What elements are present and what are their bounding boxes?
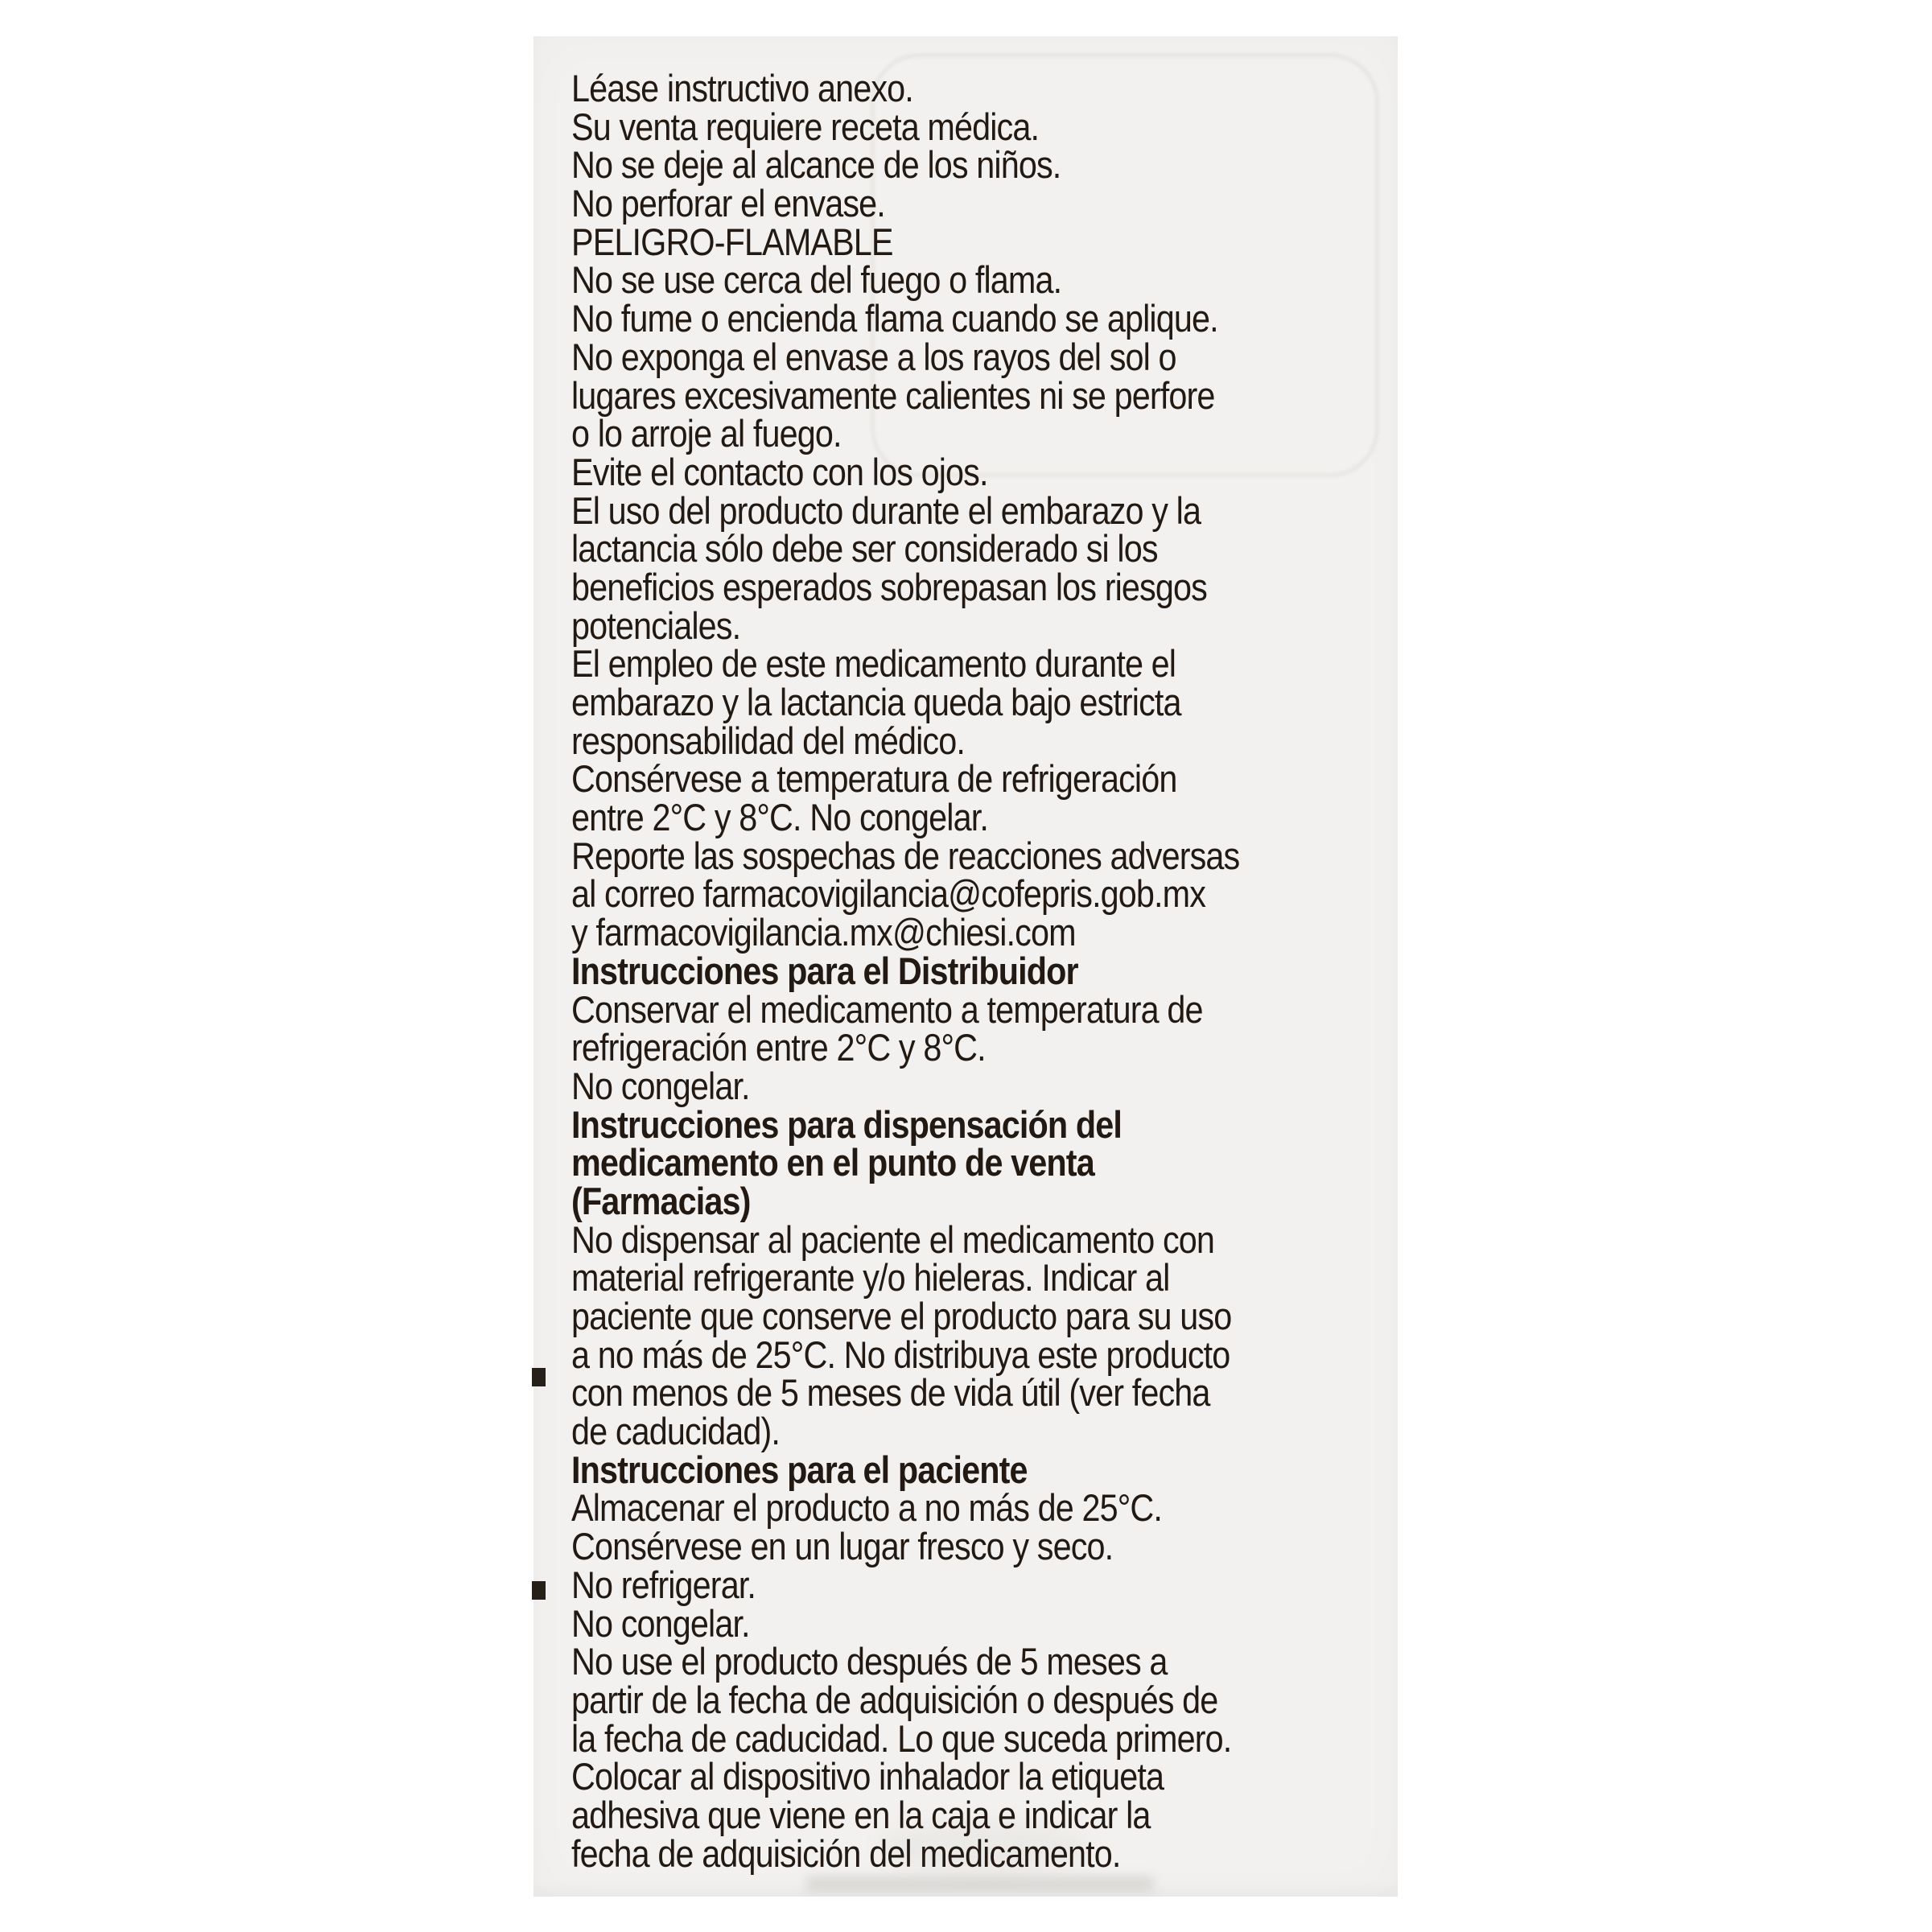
label-text-line: material refrigerante y/o hieleras. Indicar al — [571, 1256, 1170, 1300]
label-text-line: (Farmacias) — [571, 1179, 751, 1222]
label-text-line: No exponga el envase a los rayos del sol o — [571, 335, 1176, 378]
label-text-line: No congelar. — [571, 1601, 750, 1645]
label-text-line: y farmacovigilancia.mx@chiesi.com — [571, 911, 1076, 954]
label-text-line: entre 2°C y 8°C. No congelar. — [571, 796, 988, 839]
label-text-line: Léase instructivo anexo. — [571, 67, 913, 109]
label-text-line: partir de la fecha de adquisición o después de — [571, 1678, 1218, 1721]
label-text-line: PELIGRO-FLAMABLE — [571, 220, 893, 263]
label-text-line: la fecha de caducidad. Lo que suceda primero. — [571, 1716, 1232, 1760]
label-text-line: Colocar al dispositivo inhalador la etiqueta — [571, 1755, 1164, 1798]
label-text-line: responsabilidad del médico. — [571, 719, 965, 762]
label-text-block — [571, 67, 1287, 1875]
label-text-line: El uso del producto durante el embarazo y la — [571, 488, 1201, 532]
label-text-line: de caducidad). — [571, 1410, 781, 1453]
label-text-line: paciente que conserve el producto para su uso — [571, 1295, 1232, 1337]
label-text-line: No refrigerar. — [571, 1563, 756, 1606]
label-text-line: beneficios esperados sobrepasan los riesgos — [571, 565, 1207, 608]
label-text-line: No fume o encienda flama cuando se aplique. — [571, 297, 1218, 340]
label-text-line: fecha de adquisición del medicamento. — [571, 1831, 1121, 1875]
label-text-line: Instrucciones para dispensación del — [571, 1102, 1123, 1146]
label-text-line: Conservar el medicamento a temperatura de — [571, 987, 1203, 1031]
label-text-line: Consérvese a temperatura de refrigeración — [571, 757, 1177, 801]
bottom-edge-smudge — [807, 1877, 1153, 1890]
label-text-line: No se use cerca del fuego o flama. — [571, 258, 1062, 302]
label-text-line: o lo arroje al fuego. — [571, 412, 842, 455]
label-text-line: medicamento en el punto de venta — [571, 1141, 1094, 1184]
label-text-line: Evite el contacto con los ojos. — [571, 450, 988, 493]
label-text-line: Instrucciones para el paciente — [571, 1448, 1028, 1491]
label-text-line: a no más de 25°C. No distribuya este producto — [571, 1333, 1230, 1376]
label-text-line: No se deje al alcance de los niños. — [571, 143, 1061, 187]
label-text-line: al correo farmacovigilancia@cofepris.gob.mx — [571, 872, 1206, 916]
label-text-line: lugares excesivamente calientes ni se perfore — [571, 373, 1215, 417]
label-text-line: con menos de 5 meses de vida útil (ver fecha — [571, 1371, 1210, 1415]
label-text-line: No perforar el envase. — [571, 182, 885, 225]
label-text-line: Su venta requiere receta médica. — [571, 105, 1040, 148]
label-text-line: lactancia sólo debe ser considerado si los — [571, 527, 1158, 571]
label-text-line: potenciales. — [571, 603, 741, 647]
label-text-line: embarazo y la lactancia queda bajo estricta — [571, 681, 1181, 723]
package-label — [533, 36, 1398, 1897]
label-text-line: No dispensar al paciente el medicamento con — [571, 1217, 1215, 1261]
label-text-line: El empleo de este medicamento durante el — [571, 642, 1176, 686]
label-text-line: Reporte las sospechas de reacciones adversas — [571, 834, 1240, 877]
registration-mark — [532, 1581, 546, 1600]
label-text-line: Instrucciones para el Distribuidor — [571, 949, 1078, 992]
label-text-line: Almacenar el producto a no más de 25°C. — [571, 1486, 1163, 1530]
label-text-line: adhesiva que viene en la caja e indicar la — [571, 1793, 1151, 1836]
label-text-line: No use el producto después de 5 meses a — [571, 1640, 1168, 1683]
registration-mark — [532, 1368, 546, 1386]
label-text-line: Consérvese en un lugar fresco y seco. — [571, 1525, 1114, 1568]
label-text-line: No congelar. — [571, 1064, 750, 1107]
label-text-line: refrigeración entre 2°C y 8°C. — [571, 1026, 986, 1069]
